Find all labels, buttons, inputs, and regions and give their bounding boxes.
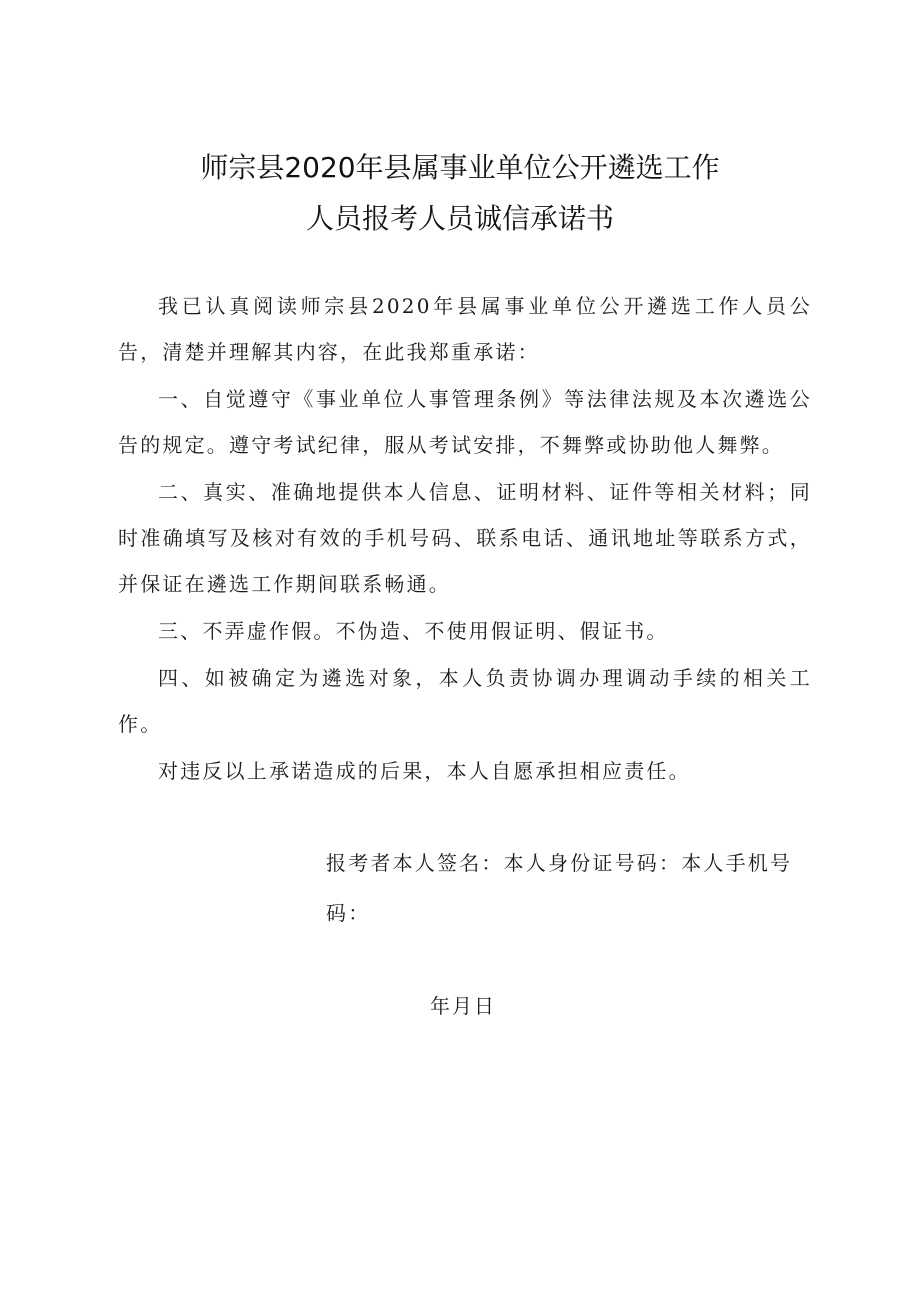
pledge-item-4: 四、如被确定为遴选对象，本人负责协调办理调动手续的相关工作。 <box>118 666 812 736</box>
pledge-item-2: 二、真实、准确地提供本人信息、证明材料、证件等相关材料；同时准确填写及核对有效的手机号码、联系电话、通讯地址等联系方式，并保证在遴选工作期间联系畅通。 <box>118 480 812 596</box>
document-title-line-1: 师宗县2020年县属事业单位公开遴选工作 <box>200 151 720 184</box>
document-title-line-2: 人员报考人员诚信承诺书 <box>305 202 614 235</box>
closing-paragraph: 对违反以上承诺造成的后果，本人自愿承担相应责任。 <box>158 759 691 783</box>
date-line: 年月日 <box>430 994 496 1018</box>
pledge-item-3: 三、不弄虚作假。不伪造、不使用假证明、假证书。 <box>158 619 669 643</box>
pledge-item-1: 一、自觉遵守《事业单位人事管理条例》等法律法规及本次遴选公告的规定。遵守考试纪律，服从考试安排，不舞弊或协助他人舞弊。 <box>118 387 812 457</box>
intro-paragraph: 我已认真阅读师宗县2020年县属事业单位公开遴选工作人员公告，清楚并理解其内容，在此我郑重承诺： <box>118 294 812 364</box>
signature-line: 报考者本人签名：本人身份证号码：本人手机号码： <box>326 851 793 925</box>
